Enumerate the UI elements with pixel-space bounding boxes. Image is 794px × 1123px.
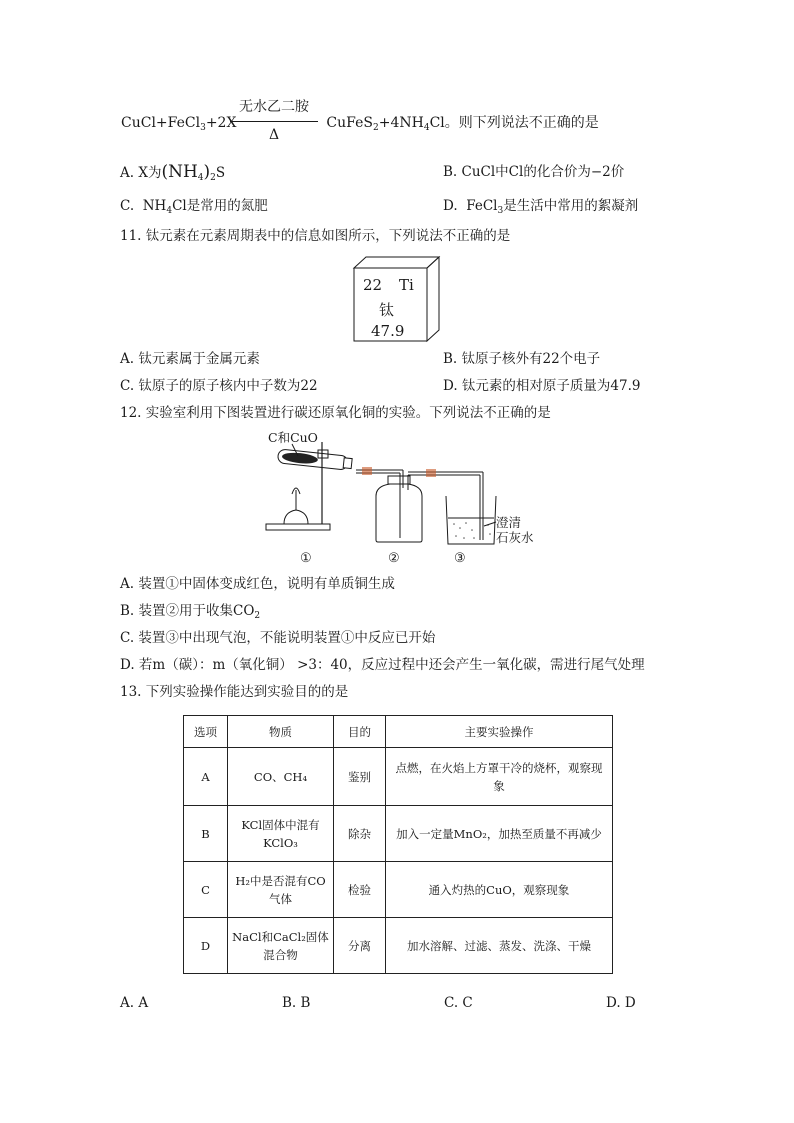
header-option: 选项 (184, 716, 228, 748)
experiment-table (183, 715, 613, 974)
q12-stem: 12. 实验室利用下图装置进行碳还原氧化铜的实验。下列说法不正确的是 (120, 405, 551, 421)
q10-option-a: A. X为$(NH_4)_2S$ (120, 162, 226, 183)
row-purpose: 除杂 (334, 806, 386, 862)
row-substance: KCl固体中混有KClO₃ (228, 806, 334, 862)
q10-option-b: B. CuCl中Cl的化合价为−2价 (443, 164, 625, 180)
q11-stem: 11. 钛元素在元素周期表中的信息如图所示，下列说法不正确的是 (120, 228, 511, 244)
element-mass: 47.9 (371, 322, 405, 340)
q12-option-c: C. 装置③中出现气泡，不能说明装置①中反应已开始 (120, 630, 436, 646)
apparatus-limewater-label-1: 澄清 (496, 515, 522, 530)
element-symbol: Ti (399, 276, 414, 294)
header-substance: 物质 (228, 716, 334, 748)
header-purpose: 目的 (334, 716, 386, 748)
apparatus-reagent-label: C和CuO (268, 430, 318, 445)
q13-answer-b: B. B (282, 995, 311, 1011)
eq-right-c: Cl (429, 115, 445, 131)
row-option: B (184, 806, 228, 862)
row-operation: 加水溶解、过滤、蒸发、洗涤、干燥 (386, 918, 613, 974)
q11-option-d: D. 钛元素的相对原子质量为47.9 (443, 378, 641, 394)
q13-stem: 13. 下列实验操作能达到实验目的的是 (120, 684, 349, 700)
row-purpose: 分离 (334, 918, 386, 974)
row-substance: NaCl和CaCl₂固体混合物 (228, 918, 334, 974)
table-row (184, 918, 613, 974)
eq-right-a: CuFeS (326, 115, 373, 131)
eq-condition-top: 无水乙二胺 (239, 99, 309, 115)
q11-option-a: A. 钛元素属于金属元素 (120, 351, 260, 367)
table-header-row (184, 716, 613, 748)
apparatus-number-3: ③ (454, 551, 466, 566)
q13-answer-c: C. C (444, 995, 473, 1011)
q10-equation: CuCl+FeCl$_3$+2X $CuFeS_2+4NH_4Cl$。则下列说法不正确的是 (121, 115, 599, 133)
q11-option-b: B. 钛原子核外有22个电子 (443, 351, 601, 367)
apparatus-number-2: ② (388, 551, 400, 566)
row-operation: 通入灼热的CuO，观察现象 (386, 862, 613, 918)
row-option: D (184, 918, 228, 974)
row-purpose: 检验 (334, 862, 386, 918)
eq-condition-bottom: Δ (268, 127, 280, 143)
element-atomic-number: 22 (363, 276, 383, 294)
table-row (184, 806, 613, 862)
element-name: 钛 (379, 301, 395, 319)
row-operation: 加入一定量MnO₂，加热至质量不再减少 (386, 806, 613, 862)
row-option: C (184, 862, 228, 918)
eq-right-b: +4NH (378, 115, 424, 131)
apparatus-diagram (258, 428, 538, 568)
eq-tail: 。则下列说法不正确的是 (444, 115, 599, 131)
q12-option-a: A. 装置①中固体变成红色，说明有单质铜生成 (120, 576, 395, 592)
row-option: A (184, 748, 228, 806)
q13-answer-a: A. A (120, 995, 149, 1011)
q12-option-b: B. 装置②用于收集$CO_2$ (120, 603, 261, 621)
apparatus-number-1: ① (300, 551, 312, 566)
header-operation: 主要实验操作 (386, 716, 613, 748)
table-row (184, 862, 613, 918)
row-substance: CO、CH₄ (228, 748, 334, 806)
table-row (184, 748, 613, 806)
apparatus-limewater-label-2: 石灰水 (496, 530, 534, 545)
eq-left-b: +2X (205, 115, 237, 131)
q13-answer-d: D. D (606, 995, 636, 1011)
q12-option-d: D. 若m（碳）：m（氧化铜） >3：40，反应过程中还会产生一氧化碳，需进行尾气处理 (120, 657, 645, 673)
q11-option-c: C. 钛原子的原子核内中子数为22 (120, 378, 318, 394)
eq-arrow-bar (230, 121, 318, 122)
row-purpose: 鉴别 (334, 748, 386, 806)
q10-option-d: D. FeCl$_3$是生活中常用的絮凝剂 (443, 198, 639, 216)
eq-left-a: CuCl+FeCl (121, 115, 201, 131)
row-operation: 点燃，在火焰上方罩干冷的烧杯，观察现象 (386, 748, 613, 806)
row-substance: H₂中是否混有CO气体 (228, 862, 334, 918)
q10-option-c: C. $NH_4Cl$是常用的氮肥 (120, 198, 268, 216)
